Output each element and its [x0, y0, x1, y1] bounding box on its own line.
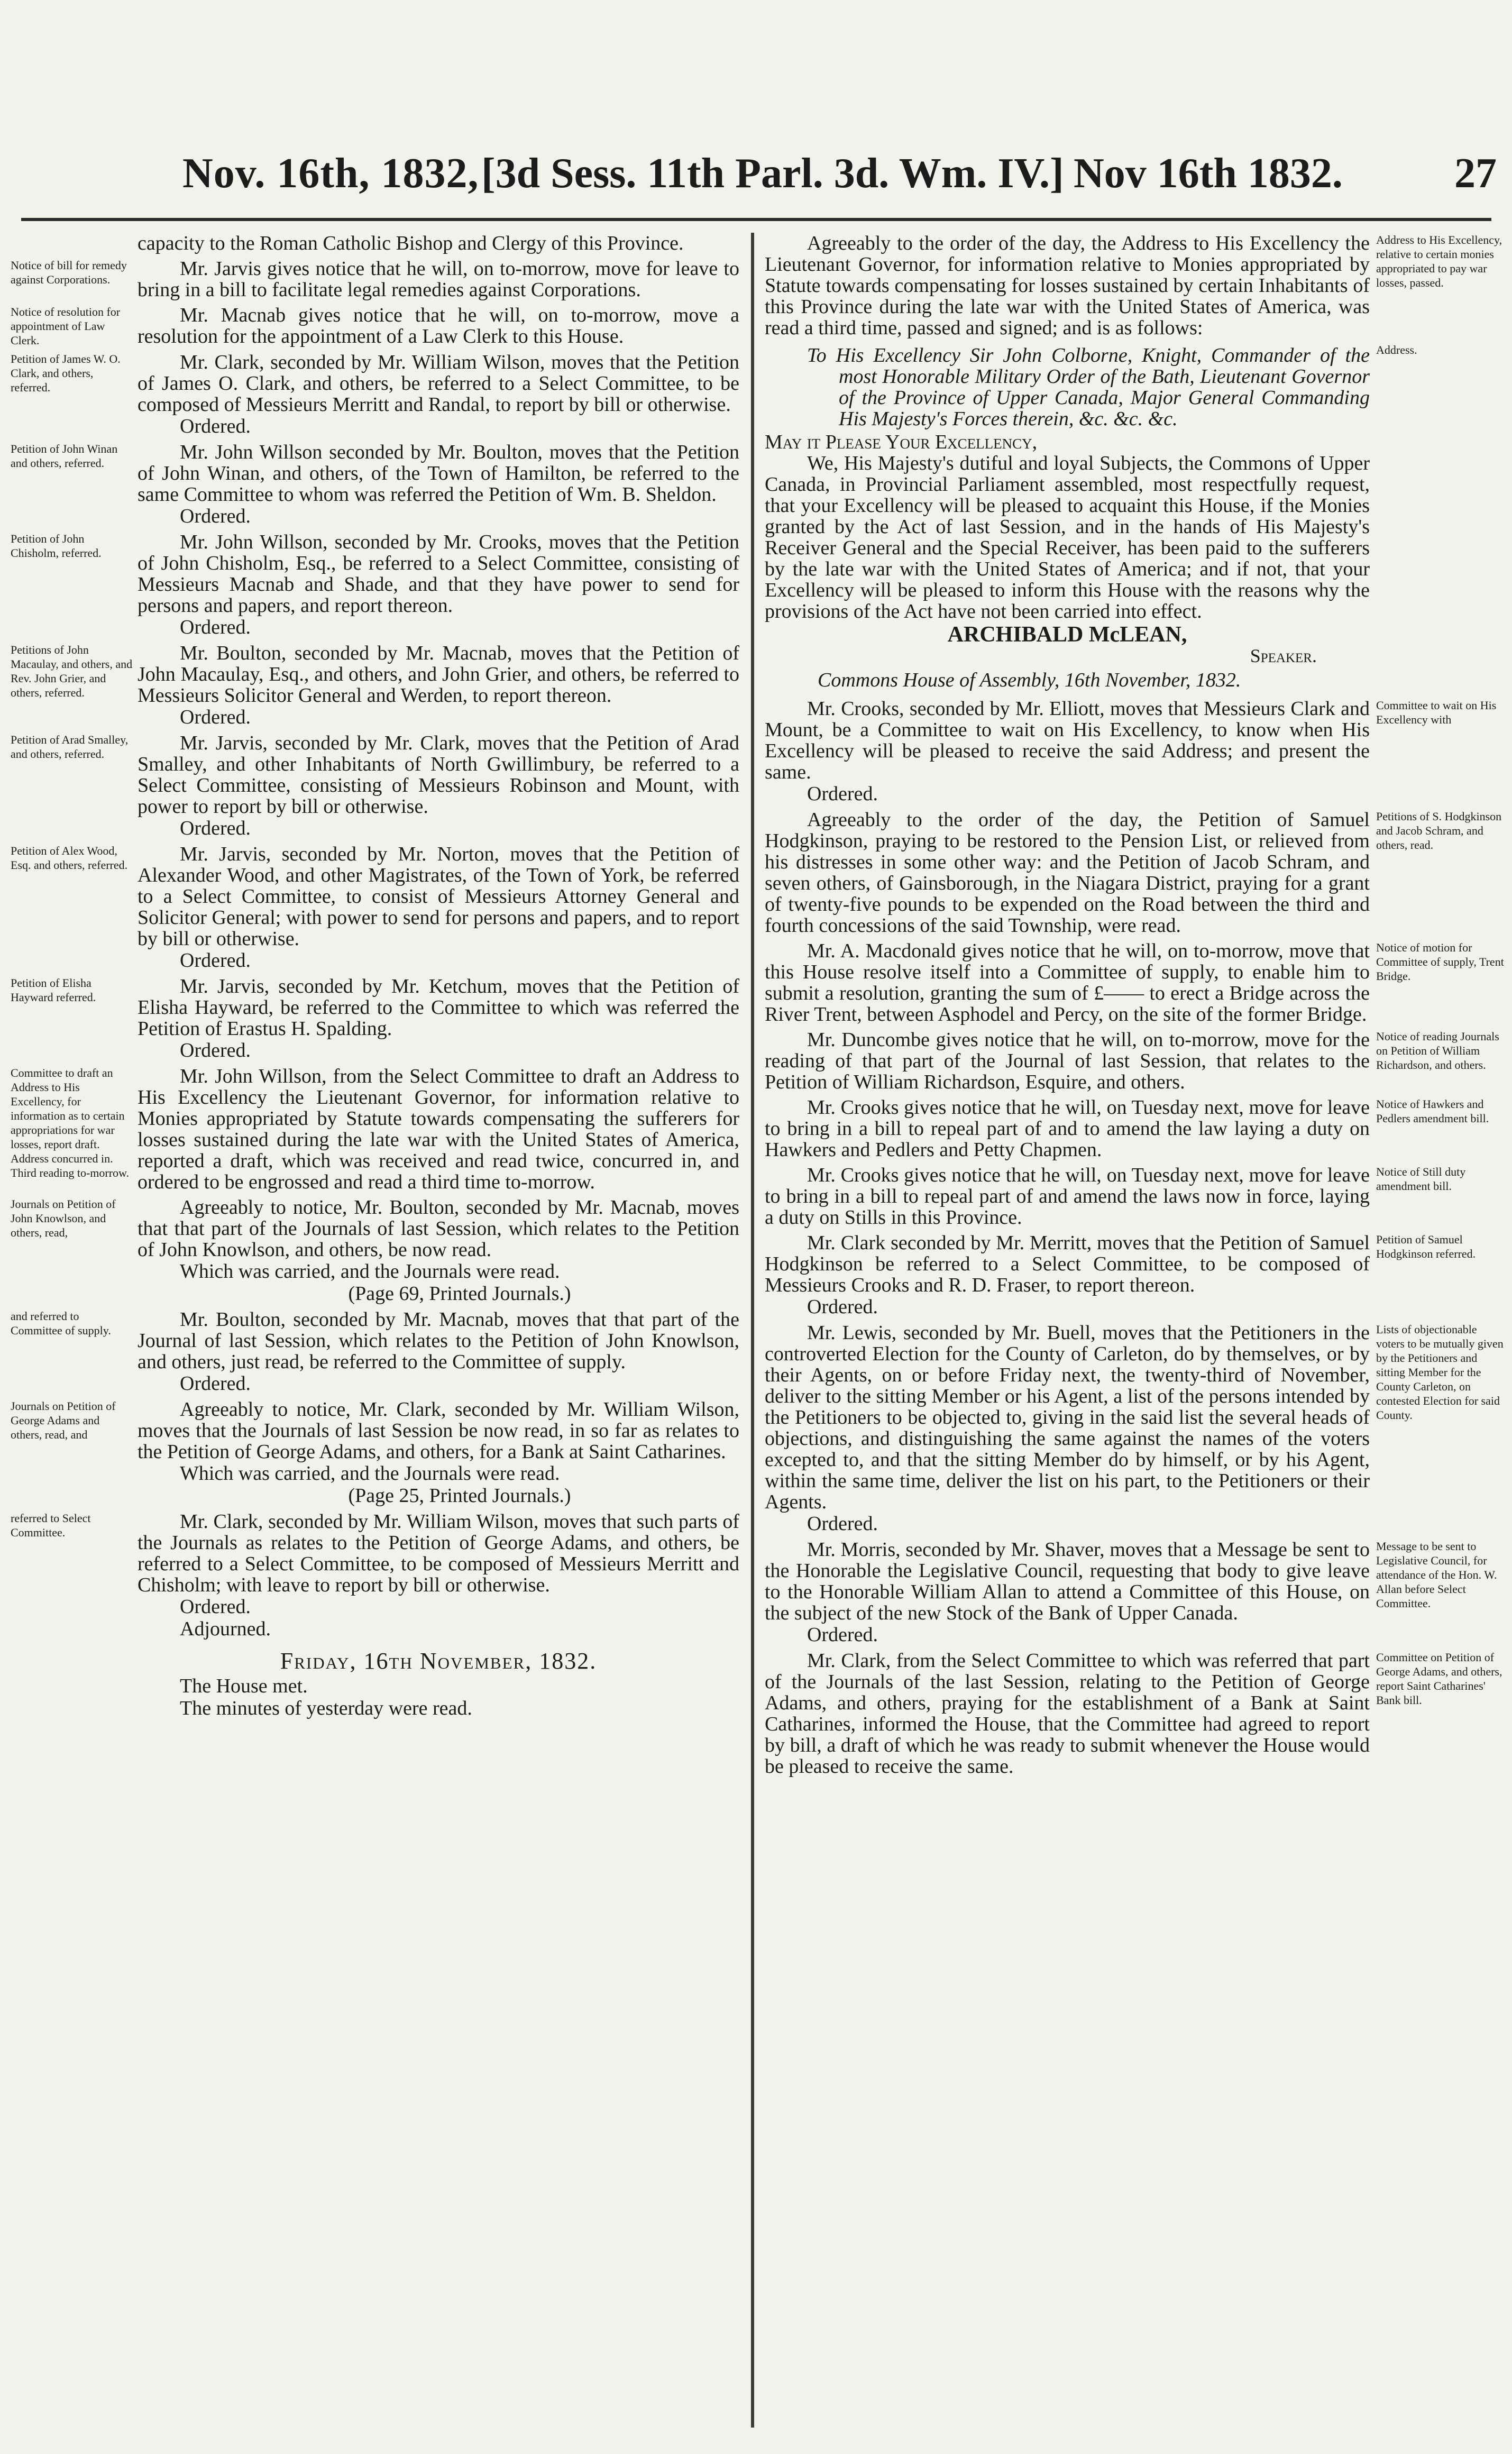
ordered-line: Ordered.: [180, 505, 251, 527]
entry-body: [762, 1165, 1370, 1228]
entry-text: Agreeably to the order of the day, the Address to His Excellency the Lieutenant Governor, for information relative to Monies appropriated by Statute towards compensating for losses sustained by certain Inhabitants of this Province during the late war with the United States of America, was read a third time, passed and signed; and is as follows:: [765, 233, 1370, 339]
ordered-line: Ordered.: [807, 783, 878, 805]
margin-note: Petitions of S. Hodgkinson and Jacob Schram, and others, read.: [1376, 810, 1502, 851]
header-date-left: Nov. 16th, 1832,: [182, 150, 479, 197]
header-session: [3d Sess. 11th Parl. 3d. Wm. IV.]: [481, 150, 1064, 197]
entry-text: Mr. John Willson seconded by Mr. Boulton, moves that the Petition of John Winan, and others, of the Town of Hamilton, be referred to the same Committee to whom was referred the Petition of Wm. B. Sheldon.: [138, 441, 739, 506]
entry-text: Mr. Boulton, seconded by Mr. Macnab, moves that that part of the Journal of last Session, which relates to the Petition of John Knowlson, and others, just read, be referred to the Committee of supply.: [138, 1308, 739, 1373]
address-dateline: Commons House of Assembly, 16th November, 1832.: [818, 669, 1241, 691]
address-block: [762, 343, 1507, 694]
margin-note: Notice of reading Journals on Petition of William Richardson, and others.: [1376, 1030, 1499, 1072]
margin-note: Journals on Petition of George Adams and others, read, and: [11, 1399, 116, 1441]
margin-note: Lists of objectionable voters to be mutually given by the Petitioners and sitting Member for the County Carleton, on contested Election for said County.: [1376, 1323, 1504, 1422]
entry-body: [138, 352, 746, 437]
entry-left-5: [11, 532, 746, 638]
address-recipient: To His Excellency Sir John Colborne, Knight, Commander of the most Honorable Military Order of the Bath, Lieutenant Governor of the Province of Upper Canada, Major General Commanding His Majesty's Forces therein, &c. &c. &c.: [807, 344, 1370, 430]
ordered-line: Ordered.: [180, 949, 251, 972]
entry-text: Mr. John Willson, seconded by Mr. Crooks, moves that the Petition of John Chisholm, Esq., be referred to a Select Committee, consisting of Messieurs Macnab and Shade, and that they have power to send for persons and papers, and report thereon.: [138, 531, 739, 617]
margin-note: Notice of Hawkers and Pedlers amendment bill.: [1376, 1097, 1489, 1125]
margin-note: Petition of John Winan and others, referred.: [11, 442, 118, 470]
entry-text: Mr. Clark, seconded by Mr. William Wilson, moves that such parts of the Journals as relates to the Petition of George Adams, and others, be referred to a Select Committee, to be composed of Messieurs Merritt and Chisholm; with leave to report by bill or otherwise.: [138, 1510, 739, 1596]
entry-right-2: [762, 940, 1507, 1025]
header-rule: [21, 218, 1491, 221]
entry-body: [138, 1066, 746, 1193]
entry-text: Mr. Morris, seconded by Mr. Shaver, moves that a Message be sent to the Honorable the Legislative Council, requesting that body to give leave to the Honorable William Allan to attend a Committee of this House, on the subject of the new Stock of the Bank of Upper Canada.: [765, 1539, 1370, 1624]
entry-right-6: [762, 1232, 1507, 1318]
entry-text: Mr. Crooks gives notice that he will, on Tuesday next, move for leave to bring in a bill to repeal part of and amend the laws now in force, laying a duty on Stills in this Province.: [765, 1164, 1370, 1229]
margin-note: Notice of bill for remedy against Corporations.: [11, 259, 127, 286]
ordered-line: Adjourned.: [180, 1618, 271, 1640]
margin-note: Petition of James W. O. Clark, and others, referred.: [11, 352, 121, 394]
ordered-line: Ordered.: [807, 1624, 878, 1646]
friday-block: [11, 1644, 746, 1719]
entry-text: Mr. John Willson, from the Select Committee to draft an Address to His Excellency the Lieutenant Governor, for information relative to Monies appropriated by Statute towards compensating the sufferers for losses sustained during the late war with the United States of America, reported a draft, which was received and read twice, concurred in, and ordered to be engrossed and read a third time to-morrow.: [138, 1065, 739, 1193]
proceeding-line: The minutes of yesterday were read.: [180, 1697, 472, 1719]
right-column-entries: [762, 698, 1507, 1777]
entry-text: Mr. A. Macdonald gives notice that he will, on to-morrow, move that this House resolve itself into a Committee of supply, to enable him to submit a resolution, granting the sum of £—— to erect a Bridge across the River Trent, between Asphodel and Percy, on the site of the former Bridge.: [765, 940, 1370, 1025]
ordered-line: Ordered.: [180, 1039, 251, 1061]
entry-body: [138, 442, 746, 527]
entry-right-7: [762, 1322, 1507, 1535]
entry-right-9: [762, 1650, 1507, 1777]
entry-right-4: [762, 1097, 1507, 1160]
entry-right-3: [762, 1029, 1507, 1093]
entry-text: Mr. Duncombe gives notice that he will, on to-morrow, move for the reading of that part of the Journal of last Session, that relates to the Petition of William Richardson, Esquire, and others.: [765, 1029, 1370, 1093]
entry-body: [762, 809, 1370, 936]
entry-left-9: [11, 976, 746, 1061]
entry-text: capacity to the Roman Catholic Bishop and Clergy of this Province.: [138, 233, 684, 254]
entry-left-4: [11, 442, 746, 527]
entry-body: [138, 532, 746, 638]
address-signer-title: Speaker.: [1250, 645, 1317, 666]
margin-note: Notice of resolution for appointment of Law Clerk.: [11, 305, 121, 347]
address-body: We, His Majesty's dutiful and loyal Subjects, the Commons of Upper Canada, in Provincial Parliament assembled, most respectfully request, that your Excellency will be pleased to acquaint this House, if the Monies granted by the Act of last Session, and in the hands of His Majesty's Receiver General and the Special Receiver, has been paid to the sufferers by the late war with the United States of America; and if not, that your Excellency will be pleased to inform this House with the reasons why the provisions of the Act have not been carried into effect.: [765, 452, 1370, 622]
friday-body: [138, 1644, 746, 1719]
margin-note: Address to His Excellency, relative to certain monies appropriated to pay war losses, passed.: [1376, 233, 1502, 289]
margin-note: Address.: [1376, 343, 1417, 356]
entry-text: Mr. Boulton, seconded by Mr. Macnab, moves that the Petition of John Macaulay, Esq., and others, and John Grier, and others, be referred to Messieurs Solicitor General and Werden, to report thereon.: [138, 642, 739, 707]
ordered-line: Ordered.: [180, 415, 251, 437]
entry-text: Mr. Clark, from the Select Committee to which was referred that part of the Journals of the last Session, relating to the Petition of George Adams, and others, praying for the establishment of a Bank at Saint Catharines, informed the House, that the Committee had agreed to report by bill, a draft of which he was ready to submit whenever the House would be pleased to receive the same.: [765, 1650, 1370, 1778]
margin-note: Notice of Still duty amendment bill.: [1376, 1165, 1466, 1193]
entry-body: [138, 258, 746, 300]
entry-right-1: [762, 809, 1507, 936]
ordered-line: Which was carried, and the Journals were read.: [180, 1462, 560, 1485]
page-number: 27: [1454, 150, 1497, 197]
margin-note: Committee to wait on His Excellency with: [1376, 699, 1497, 726]
left-column: [11, 233, 746, 2428]
address-signer: ARCHIBALD McLEAN,: [947, 622, 1187, 647]
entry-left-8: [11, 844, 746, 972]
margin-note: referred to Select Committee.: [11, 1512, 91, 1539]
margin-note: Petition of John Chisholm, referred.: [11, 532, 102, 560]
ordered-line: Ordered.: [180, 817, 251, 839]
entry-left-0: [11, 233, 746, 254]
entry-text: Agreeably to notice, Mr. Clark, seconded by Mr. William Wilson, moves that the Journals of last Session be now read, in so far as relates to the Petition of George Adams, and others, for a Bank at Saint Catharines.: [138, 1398, 739, 1463]
entry-left-6: [11, 643, 746, 728]
entry-body: [138, 1399, 746, 1507]
entry-body: [762, 1650, 1370, 1777]
entry-body: [138, 1309, 746, 1395]
entry-address-intro: [762, 233, 1507, 338]
margin-note: Committee on Petition of George Adams, and others, report Saint Catharines' Bank bill.: [1376, 1651, 1502, 1707]
address-salutation: May it Please Your Excellency,: [765, 431, 1038, 453]
ordered-line: Which was carried, and the Journals were read.: [180, 1260, 560, 1283]
entry-text: Mr. Jarvis, seconded by Mr. Clark, moves that the Petition of Arad Smalley, and other Inhabitants of North Gwillimbury, be referred to a Select Committee, consisting of Messieurs Robinson and Mount, with power to report by bill or otherwise.: [138, 732, 739, 818]
entry-body: [762, 698, 1370, 805]
entry-left-14: [11, 1511, 746, 1640]
margin-note: Journals on Petition of John Knowlson, and others, read,: [11, 1197, 116, 1239]
ordered-line: Ordered.: [180, 1372, 251, 1395]
ordered-line: Ordered.: [180, 706, 251, 728]
entry-body: [762, 940, 1370, 1025]
entry-body: [138, 844, 746, 972]
margin-note: Petition of Alex Wood, Esq. and others, referred.: [11, 844, 128, 872]
header-date-right: Nov 16th 1832.: [1074, 150, 1343, 197]
entry-left-12: [11, 1309, 746, 1395]
margin-note: Petitions of John Macaulay, and others, and Rev. John Grier, and others, referred.: [11, 643, 133, 699]
entry-body: [138, 732, 746, 839]
entry-body: [762, 1232, 1370, 1318]
ordered-line: Ordered.: [180, 616, 251, 638]
page-header: [0, 0, 1512, 206]
entry-text: Mr. Jarvis, seconded by Mr. Ketchum, moves that the Petition of Elisha Hayward, be referred to the Committee to which was referred the Petition of Erastus H. Spalding.: [138, 975, 739, 1040]
entry-body: [762, 1322, 1370, 1535]
entry-left-10: [11, 1066, 746, 1193]
entry-text: Agreeably to notice, Mr. Boulton, seconded by Mr. Macnab, moves that that part of the Journals of last Session, which relates to the Petition of John Knowlson, and others, be now read.: [138, 1196, 739, 1261]
margin-note: Petition of Arad Smalley, and others, referred.: [11, 733, 129, 761]
entry-left-3: [11, 352, 746, 437]
entry-text: Mr. Jarvis gives notice that he will, on to-morrow, move for leave to bring in a bill to facilitate legal remedies against Corporations.: [138, 258, 739, 301]
entry-text: Mr. Jarvis, seconded by Mr. Norton, moves that the Petition of Alexander Wood, and other Magistrates, of the Town of York, be referred to a Select Committee, to consist of Messieurs Attorney General and Solicitor General; with power to send for persons and papers, and to report by bill or otherwise.: [138, 843, 739, 950]
entry-left-1: [11, 258, 746, 300]
margin-note: Petition of Samuel Hodgkinson referred.: [1376, 1233, 1476, 1260]
entry-right-5: [762, 1165, 1507, 1228]
day-heading: Friday, 16th November, 1832.: [280, 1648, 597, 1674]
entry-body: [138, 643, 746, 728]
entry-body: [762, 1029, 1370, 1093]
entry-text: Mr. Macnab gives notice that he will, on to-morrow, move a resolution for the appointment of a Law Clerk to this House.: [138, 304, 739, 347]
ordered-line: Ordered.: [180, 1596, 251, 1618]
right-column: [762, 233, 1507, 2428]
proceeding-line: The House met.: [180, 1675, 308, 1697]
entry-text: Agreeably to the order of the day, the Petition of Samuel Hodgkinson, praying to be restored to the Pension List, or relieved from his distresses in some other way: and the Petition of Jacob Schram, and seven others, of Gainsborough, in the Niagara District, praying for a grant of twenty-five pounds to be expended on the Road between the third and fourth concessions of the said Township, were read.: [765, 809, 1370, 937]
entry-body: [762, 1097, 1370, 1160]
entry-text: Mr. Crooks, seconded by Mr. Elliott, moves that Messieurs Clark and Mount, be a Committee to wait on His Excellency, to know when His Excellency will be pleased to receive the said Address; and present the same.: [765, 698, 1370, 783]
entry-body: [762, 1539, 1370, 1646]
entry-left-7: [11, 732, 746, 839]
column-divider: [751, 233, 754, 2428]
entry-right-8: [762, 1539, 1507, 1646]
margin-note: Committee to draft an Address to His Excellency, for information as to certain appropriations for war losses, report draft. Address concurred in. Third reading to-morrow.: [11, 1066, 130, 1179]
page-reference: (Page 25, Printed Journals.): [348, 1485, 571, 1507]
entry-text: Mr. Clark seconded by Mr. Merritt, moves that the Petition of Samuel Hodgkinson be referred to a Select Committee, to be composed of Messieurs Crooks and R. D. Fraser, to report thereon.: [765, 1232, 1370, 1296]
entry-body: [138, 305, 746, 347]
entry-right-0: [762, 698, 1507, 805]
margin-note: Message to be sent to Legislative Council, for attendance of the Hon. W. Allan before Select Committee.: [1376, 1540, 1497, 1610]
margin-note: Notice of motion for Committee of supply, Trent Bridge.: [1376, 941, 1504, 983]
ordered-line: Ordered.: [807, 1296, 878, 1318]
margin-note: and referred to Committee of supply.: [11, 1310, 111, 1337]
entry-text: Mr. Lewis, seconded by Mr. Buell, moves that the Petitioners in the controverted Election for the County of Carleton, do by themselves, or by their Agents, on or before Friday next, the twenty-third of November, deliver to the sitting Member or his Agent, a list of the persons intended by the Petitioners to be objected to, giving in the said list the several heads of objections, and distinguishing the same against the names of the voters excepted to, and that the sitting Member do by himself, or by his Agent, within the same time, deliver the list on his part, to the Petitioners or their Agents.: [765, 1322, 1370, 1513]
entry-text: Mr. Clark, seconded by Mr. William Wilson, moves that the Petition of James O. Clark, and others, be referred to a Select Committee, to be composed of Messieurs Merritt and Randal, to report by bill or otherwise.: [138, 351, 739, 416]
entry-left-13: [11, 1399, 746, 1507]
page-reference: (Page 69, Printed Journals.): [348, 1283, 571, 1305]
entry-left-2: [11, 305, 746, 347]
entry-body: [138, 1511, 746, 1640]
entry-body: [138, 976, 746, 1061]
entry-body: [138, 233, 746, 254]
entry-text: Mr. Crooks gives notice that he will, on Tuesday next, move for leave to bring in a bill to repeal part of and to amend the law laying a duty on Hawkers and Pedlers and Petty Chapmen.: [765, 1096, 1370, 1161]
margin-note: Petition of Elisha Hayward referred.: [11, 976, 96, 1004]
entry-left-11: [11, 1197, 746, 1305]
entry-body: [138, 1197, 746, 1305]
ordered-line: Ordered.: [807, 1513, 878, 1535]
